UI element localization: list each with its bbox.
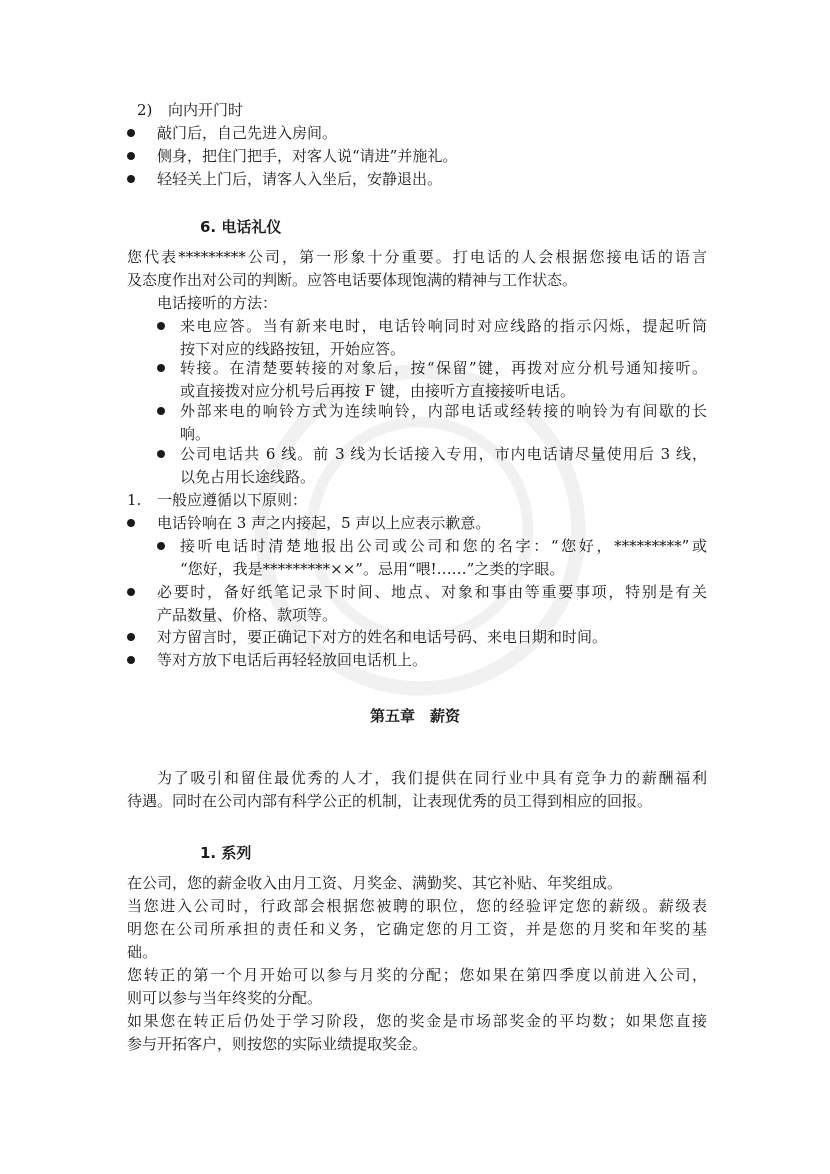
list-item: 必要时，备好纸笔记录下时间、地点、对象和事由等重要事项，特别是有关 — [157, 583, 707, 601]
bullet-icon — [127, 152, 135, 160]
paragraph-line: 当您进入公司时，行政部会根据您被聘的职位，您的经验评定您的薪级。薪级表 — [127, 897, 707, 915]
paragraph-line: 如果您在转正后仍处于学习阶段，您的奖金是市场部奖金的平均数；如果您直接 — [127, 1012, 707, 1030]
bullet-icon — [157, 364, 165, 372]
list-item: 响。 — [180, 425, 211, 443]
paragraph-line: 在公司，您的薪金收入由月工资、月奖金、满勤奖、其它补贴、年奖组成。 — [127, 874, 623, 892]
bullet-icon — [157, 322, 165, 330]
paragraph-line: 您代表*********公司，第一形象十分重要。打电话的人会根据您接电话的语言 — [127, 248, 707, 266]
chapter-title: 第五章 薪资 — [369, 707, 460, 725]
list-item: 敲门后，自己先进入房间。 — [157, 124, 338, 142]
list-item: 公司电话共 6 线。前 3 线为长话接入专用，市内电话请尽量使用后 3 线， — [180, 445, 707, 463]
list-item: 接听电话时清楚地报出公司或公司和您的名字：“您好，*********”或 — [180, 537, 707, 555]
list-item: 等对方放下电话后再轻轻放回电话机上。 — [157, 651, 428, 669]
section-heading: 1. 系列 — [200, 844, 252, 862]
method-title: 电话接听的方法： — [157, 294, 278, 312]
list-item: 产品数量、价格、款项等。 — [157, 606, 338, 624]
list-number: 1. — [127, 491, 142, 509]
paragraph-line: 参与开拓客户，则按您的实际业绩提取奖金。 — [127, 1035, 428, 1053]
list-item: 外部来电的响铃方式为连续响铃，内部电话或经转接的响铃为有间歇的长 — [180, 402, 707, 420]
paragraph-line: 则可以参与当年终奖的分配。 — [127, 989, 323, 1007]
bullet-icon — [127, 175, 135, 183]
list-item: 按下对应的线路按钮，开始应答。 — [180, 340, 406, 358]
paragraph-line: 础。 — [127, 943, 158, 961]
paragraph-line: 为了吸引和留住最优秀的人才，我们提供在同行业中具有竞争力的薪酬福利 — [157, 769, 707, 787]
bullet-icon — [157, 450, 165, 458]
bullet-icon — [127, 129, 135, 137]
bullet-icon — [127, 519, 135, 527]
list-item: 转接。在清楚要转接的对象后，按“保留”键，再拨对应分机号通知接听。 — [180, 359, 707, 377]
list-item: 来电应答。当有新来电时，电话铃响同时对应线路的指示闪烁，提起听筒 — [180, 317, 707, 335]
bullet-icon — [157, 407, 165, 415]
list-item: 侧身，把住门把手，对客人说“请进”并施礼。 — [157, 147, 458, 165]
list-item: 对方留言时，要正确记下对方的姓名和电话号码、来电日期和时间。 — [157, 628, 608, 646]
list-item: “您好，我是*********××”。忌用“喂!……”之类的字眼。 — [180, 560, 565, 578]
list-item: 或直接拨对应分机号后再按 F 键，由接听方直接接听电话。 — [180, 382, 575, 400]
paragraph-line: 明您在公司所承担的责任和义务，它确定您的月工资，并是您的月奖和年奖的基 — [127, 920, 707, 938]
list-item: 轻轻关上门后，请客人入坐后，安静退出。 — [157, 170, 443, 188]
bullet-icon — [127, 633, 135, 641]
paragraph-line: 待遇。同时在公司内部有科学公正的机制，让表现优秀的员工得到相应的回报。 — [127, 792, 653, 810]
list-label: 向内开门时 — [168, 101, 244, 119]
list-item: 电话铃响在 3 声之内接起，5 声以上应表示歉意。 — [157, 514, 491, 532]
principles-title: 一般应遵循以下原则： — [157, 491, 308, 509]
paragraph-line: 及态度作出对公司的判断。应答电话要体现饱满的精神与工作状态。 — [127, 271, 578, 289]
paragraph-line: 您转正的第一个月开始可以参与月奖的分配；您如果在第四季度以前进入公司， — [127, 966, 707, 984]
list-number: 2) — [137, 101, 153, 119]
bullet-icon — [127, 656, 135, 664]
list-item: 以免占用长途线路。 — [180, 468, 316, 486]
bullet-icon — [157, 542, 165, 550]
bullet-icon — [127, 588, 135, 596]
section-heading: 6. 电话礼仪 — [200, 218, 282, 236]
